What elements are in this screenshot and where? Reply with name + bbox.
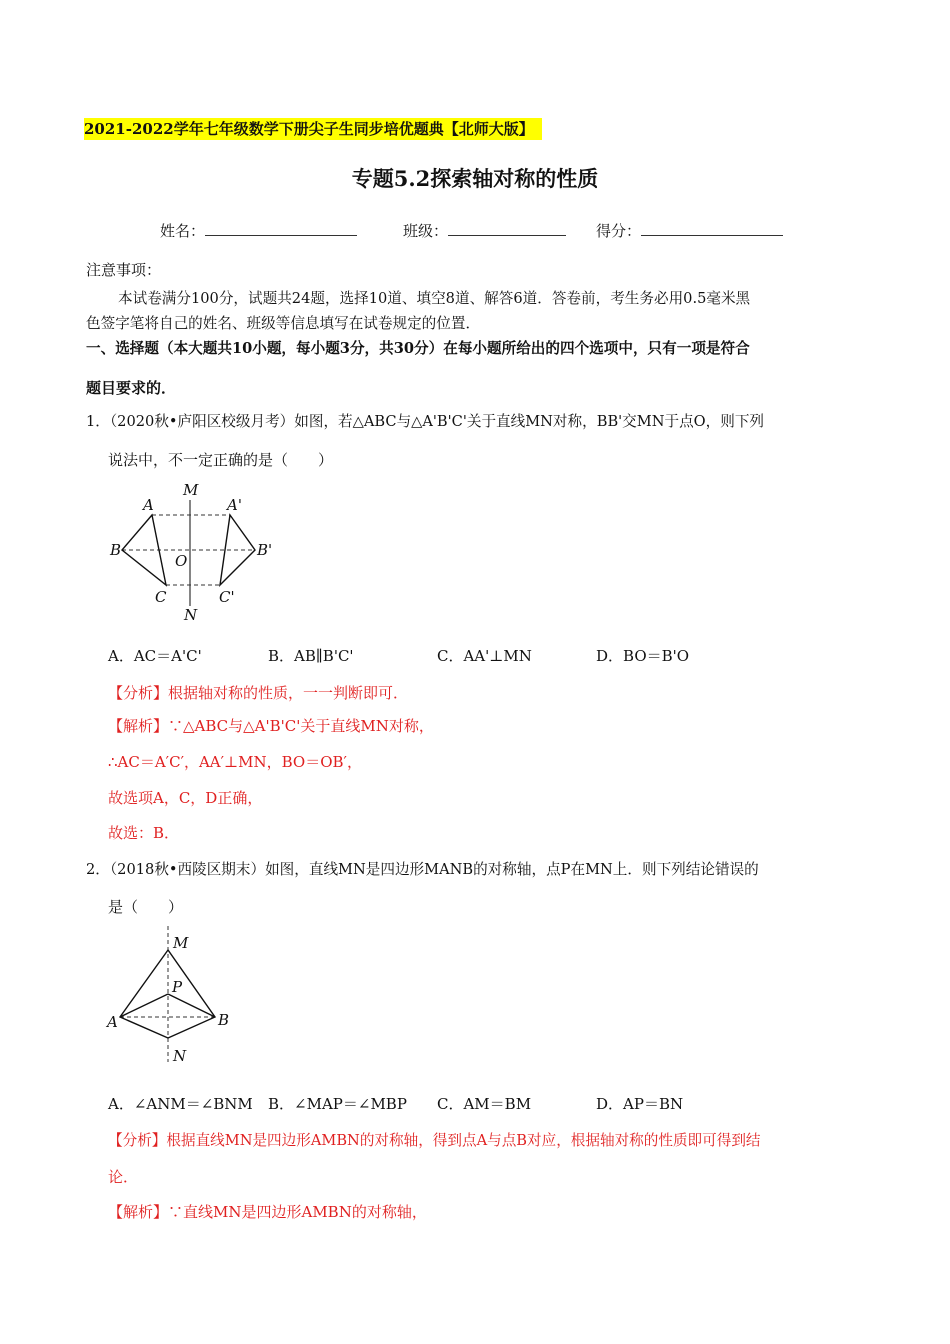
q1-option-a: A．AC＝A'C' (108, 647, 202, 665)
label-m: M (183, 481, 199, 499)
label-c-prime: C' (219, 588, 235, 606)
q2-option-b: B．∠MAP＝∠MBP (268, 1095, 407, 1113)
q2-analysis-line-2: 论． (108, 1168, 139, 1186)
notes-line-1: 本试卷满分100分，试题共24题，选择10道、填空8道、解答6道．答卷前，考生务必用0.5毫米黑 (118, 290, 751, 307)
score-field (596, 220, 783, 241)
q2-line-1: 2．（2018秋•西陵区期末）如图，直线MN是四边形MANB的对称轴，点P在MN上．则下列结论错误的 (86, 861, 759, 878)
label-o: O (175, 552, 188, 570)
class-blank (448, 221, 566, 236)
score-blank (641, 221, 783, 236)
q1-answer: 故选：B． (108, 824, 180, 842)
label-a: A (107, 1013, 118, 1031)
page-title: 专题5.2探索轴对称的性质 (351, 166, 599, 191)
notes-line-2: 色签字笔将自己的姓名、班级等信息填写在试卷规定的位置． (86, 315, 481, 332)
q2-option-a: A．∠ANM＝∠BNM (108, 1095, 253, 1113)
q1-option-d: D．BO＝B'O (596, 647, 690, 665)
q2-option-d: D．AP＝BN (596, 1095, 684, 1113)
label-p: P (172, 978, 183, 996)
class-field (403, 220, 566, 241)
q2-solution: 【解析】∵直线MN是四边形AMBN的对称轴， (108, 1203, 427, 1221)
q1-line-1: 1．（2020秋•庐阳区校级月考）如图，若△ABC与△A'B'C'关于直线MN对称，BB'交MN于点O，则下列 (86, 413, 765, 430)
q1-therefore: ∴AC＝A′C′，AA′⊥MN，BO＝OB′， (108, 753, 362, 771)
section-line-2: 题目要求的． (86, 379, 177, 397)
q1-line-2: 说法中，不一定正确的是（ ） (108, 451, 334, 469)
segment-ap (120, 994, 168, 1017)
name-field (160, 220, 357, 241)
label-a: A (143, 496, 154, 514)
q2-figure (100, 922, 250, 1068)
notes-heading: 注意事项： (86, 261, 162, 279)
section-line-1: 一、选择题（本大题共10小题，每小题3分，共30分）在每小题所给出的四个选项中，只有一项是符合 (86, 340, 750, 357)
label-b: B (110, 541, 122, 559)
q1-conclusion: 故选项A，C，D正确， (108, 789, 263, 807)
name-label: 姓名： (160, 222, 206, 240)
segment-pb (168, 994, 215, 1017)
score-label: 得分： (596, 222, 642, 240)
q1-solution: 【解析】∵△ABC与△A'B'C'关于直线MN对称， (108, 717, 434, 735)
q2-analysis-line-1: 【分析】根据直线MN是四边形AMBN的对称轴，得到点A与点B对应，根据轴对称的性质即可得到结 (108, 1132, 761, 1149)
q1-figure (100, 478, 290, 624)
name-blank (205, 221, 357, 236)
q1-option-c: C．AA'⊥MN (437, 647, 532, 665)
label-n: N (184, 606, 198, 624)
label-b-prime: B' (257, 541, 273, 559)
label-b: B (218, 1011, 230, 1029)
label-n: N (173, 1047, 187, 1065)
label-a-prime: A' (227, 496, 242, 514)
banner: 2021-2022学年七年级数学下册尖子生同步培优题典【北师大版】 (84, 118, 542, 140)
label-m: M (173, 934, 189, 952)
class-label: 班级： (403, 222, 449, 240)
q1-option-b: B．AB∥B'C' (268, 647, 354, 665)
q2-line-2: 是（ ） (108, 898, 184, 916)
q1-analysis: 【分析】根据轴对称的性质，一一判断即可． (108, 684, 409, 702)
q2-option-c: C．AM＝BM (437, 1095, 532, 1113)
label-c: C (155, 588, 167, 606)
